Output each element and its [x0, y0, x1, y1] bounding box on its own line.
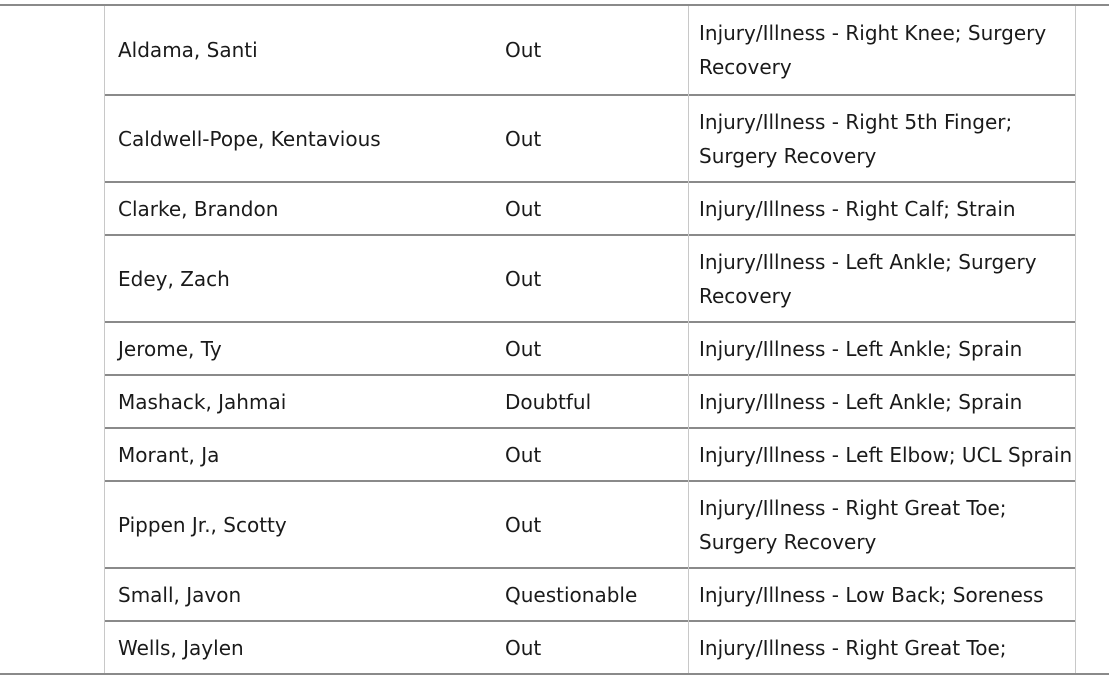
player-name: Caldwell-Pope, Kentavious [118, 126, 381, 151]
player-name: Aldama, Santi [118, 38, 258, 62]
table-row [0, 236, 1109, 321]
table-row [0, 376, 1109, 427]
column-divider [104, 6, 105, 673]
reason-line: Injury/Illness - Left Ankle; Sprain [699, 389, 1023, 414]
reason-line: Injury/Illness - Left Elbow; UCL Sprain [699, 442, 1073, 467]
injury-reason [699, 183, 1099, 234]
player-name: Morant, Ja [118, 442, 220, 467]
player-status: Out [505, 126, 542, 151]
reason-line: Injury/Illness - Left Ankle; Surgery [699, 249, 1037, 274]
column-divider [688, 6, 689, 673]
table-row [0, 6, 1109, 94]
injury-reason [699, 236, 1099, 321]
injury-reason [699, 429, 1099, 480]
table-bottom-border [0, 673, 1109, 675]
player-status: Out [505, 635, 542, 660]
injury-reason [699, 569, 1099, 620]
reason-line: Recovery [699, 283, 792, 308]
reason-line: Injury/Illness - Right Great Toe; [699, 635, 1007, 660]
player-name: Pippen Jr., Scotty [118, 512, 287, 537]
table-row [0, 569, 1109, 620]
player-status: Out [505, 266, 542, 291]
table-row [0, 183, 1109, 234]
player-status: Out [505, 512, 542, 537]
reason-line: Injury/Illness - Low Back; Soreness [699, 582, 1044, 607]
injury-reason [699, 622, 1099, 673]
reason-line: Recovery [699, 55, 792, 79]
injury-reason [699, 482, 1099, 567]
injury-reason [699, 323, 1099, 374]
injury-reason [699, 376, 1099, 427]
reason-line: Injury/Illness - Right Great Toe; [699, 495, 1007, 520]
player-name: Jerome, Ty [118, 336, 222, 361]
table-row [0, 323, 1109, 374]
player-name: Mashack, Jahmai [118, 389, 287, 414]
reason-line: Surgery Recovery [699, 143, 877, 168]
table-row [0, 429, 1109, 480]
injury-reason [699, 96, 1099, 181]
table-row [0, 622, 1109, 673]
reason-line: Injury/Illness - Right Calf; Strain [699, 196, 1016, 221]
table-row [0, 482, 1109, 567]
player-status: Out [505, 336, 542, 361]
table-row [0, 96, 1109, 181]
reason-line: Surgery Recovery [699, 529, 877, 554]
player-name: Wells, Jaylen [118, 635, 244, 660]
player-status: Out [505, 38, 542, 62]
player-status: Doubtful [505, 389, 592, 414]
reason-line: Injury/Illness - Left Ankle; Sprain [699, 336, 1023, 361]
player-name: Edey, Zach [118, 266, 230, 291]
player-status: Questionable [505, 582, 638, 607]
reason-line: Injury/Illness - Right 5th Finger; [699, 109, 1013, 134]
reason-line: Injury/Illness - Right Knee; Surgery [699, 21, 1047, 45]
player-name: Small, Javon [118, 582, 242, 607]
player-status: Out [505, 442, 542, 467]
player-name: Clarke, Brandon [118, 196, 279, 221]
injury-reason [699, 6, 1099, 94]
column-divider [1075, 6, 1076, 673]
player-status: Out [505, 196, 542, 221]
